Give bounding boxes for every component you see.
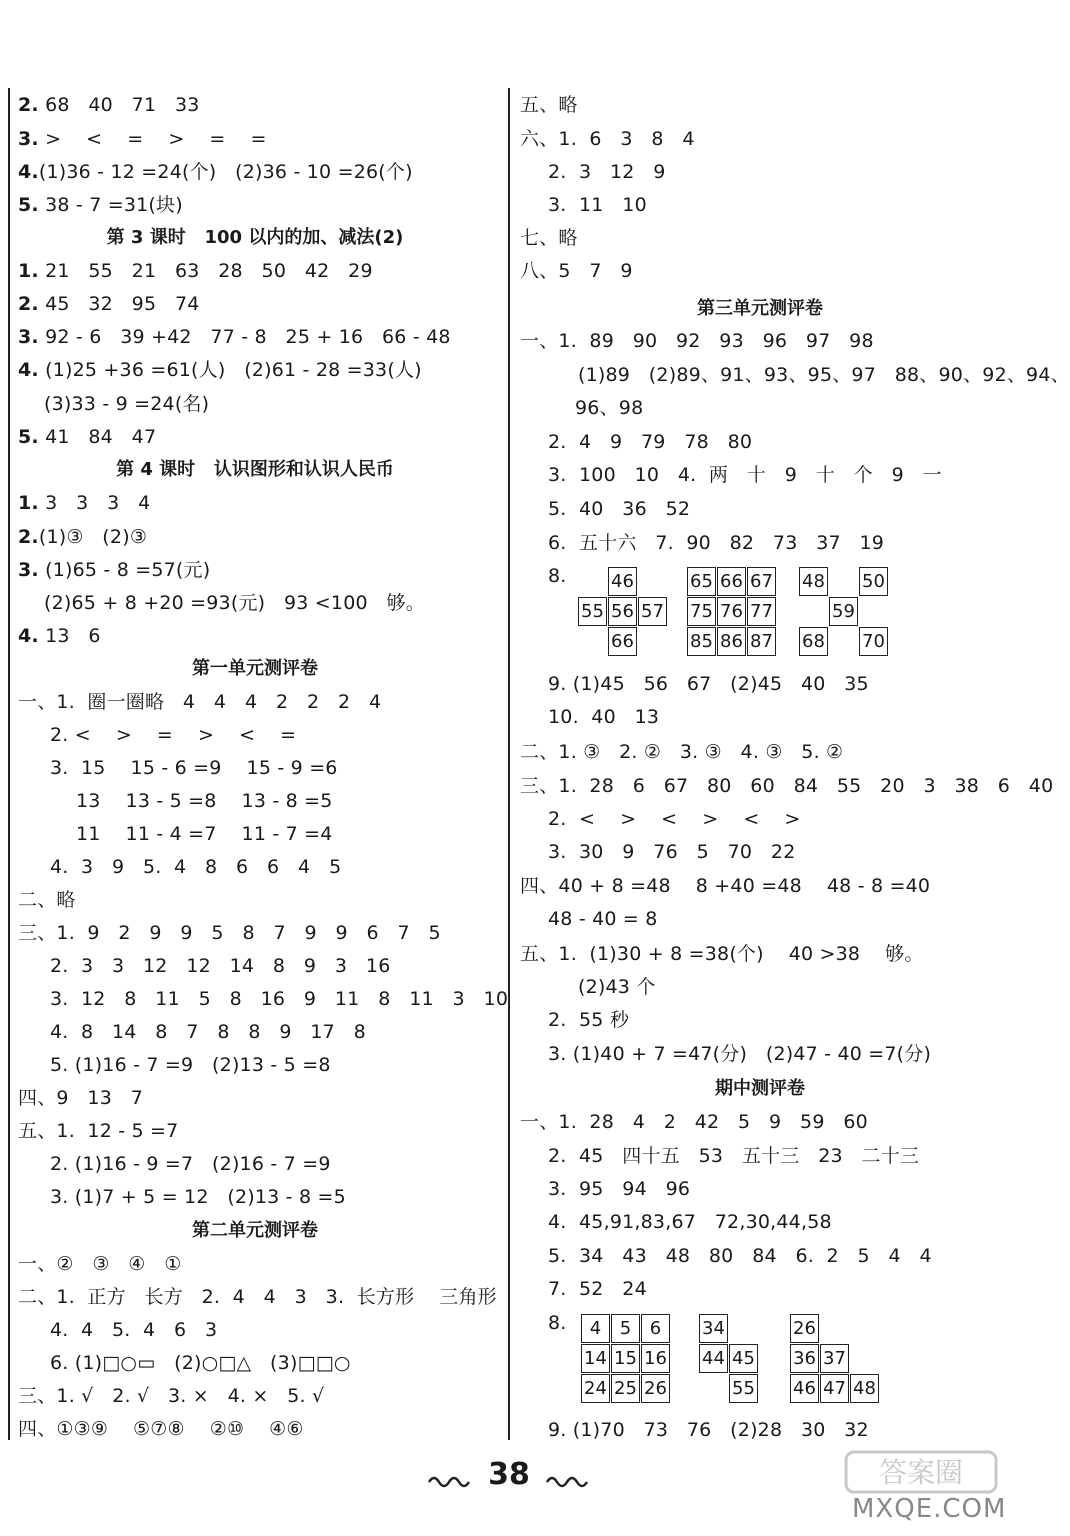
grid-cell: 75 [687, 597, 716, 626]
grid-cell: 68 [799, 627, 828, 656]
answer-line [18, 620, 101, 652]
item-number: 5. [18, 194, 39, 216]
answer-text: 三、1. √ 2. √ 3. × 4. × 5. √ [18, 1385, 325, 1407]
answer-text: 4. 3 9 5. 4 8 6 6 4 5 [50, 856, 342, 878]
answer-line [548, 1273, 647, 1305]
item-number: 3. [18, 326, 39, 348]
answer-line [578, 971, 656, 1003]
answer-text: 13 6 [38, 625, 101, 647]
answer-text: 2. < > < > < > [548, 808, 801, 830]
item-number: 2. [18, 94, 39, 116]
answer-line [18, 1115, 178, 1147]
answer-line [548, 426, 752, 458]
answer-text: 三、1. 28 6 67 80 60 84 55 20 3 38 6 40 [520, 775, 1054, 797]
grid-cell: 6 [641, 1314, 670, 1343]
answer-line [50, 1049, 331, 1081]
answer-text: 四、40 + 8 =48 8 +40 =48 48 - 8 =40 [520, 875, 931, 897]
answer-line [18, 1281, 497, 1313]
grid-cell: 47 [820, 1374, 849, 1403]
answer-line [575, 392, 643, 424]
grid-cell: 5 [611, 1314, 640, 1343]
answer-line [520, 736, 843, 768]
answer-line [18, 421, 156, 453]
answer-line [76, 785, 333, 817]
answer-text: 二、略 [18, 889, 76, 911]
answer-line [548, 1173, 690, 1205]
answer-line [18, 1082, 143, 1114]
answer-line [548, 1307, 567, 1339]
answer-text: (1)89 (2)89、91、93、95、97 88、90、92、94、 [578, 364, 1070, 386]
grid-cell: 16 [641, 1344, 670, 1373]
answer-text: 3. (1)40 + 7 =47(分) (2)47 - 40 =7(分) [548, 1043, 932, 1065]
grid-cell: 44 [699, 1344, 728, 1373]
answer-line [44, 587, 425, 619]
answer-text: (1)36 - 12 =24(个) (2)36 - 10 =26(个) [38, 161, 413, 183]
answer-line [50, 1314, 217, 1346]
answer-line [76, 818, 333, 850]
grid-cell: 4 [581, 1314, 610, 1343]
item-number: 2. [18, 526, 39, 548]
answer-line [548, 459, 942, 491]
answer-line [18, 255, 373, 287]
answer-text: 二、1. ③ 2. ② 3. ③ 4. ③ 5. ② [520, 741, 844, 763]
answer-text: 9. (1)70 73 76 (2)28 30 32 [548, 1419, 869, 1441]
item-number: 2. [18, 293, 39, 315]
answer-line [548, 560, 567, 592]
grid-cell: 26 [790, 1314, 819, 1343]
section-heading: 期中测评卷 [715, 1078, 805, 1099]
grid-cell: 59 [829, 597, 858, 626]
answer-line [44, 388, 209, 420]
answer-line [18, 288, 200, 320]
answer-text: 五、1. (1)30 + 8 =38(个) 40 >38 够。 [520, 943, 924, 965]
answer-text: 8. [548, 1312, 567, 1334]
answer-line [520, 1106, 868, 1138]
grid-cell: 85 [687, 627, 716, 656]
section-heading: 第一单元测评卷 [192, 658, 318, 679]
answer-text: 三、1. 9 2 9 9 5 8 7 9 9 6 7 5 [18, 922, 441, 944]
answer-text: (1)③ (2)③ [38, 526, 148, 548]
answer-text: 一、1. 圈一圈略 4 4 4 2 2 2 4 [18, 691, 382, 713]
answer-line [548, 803, 801, 835]
answer-text: 3. (1)7 + 5 = 12 (2)13 - 8 =5 [50, 1186, 346, 1208]
answer-text: 5. 34 43 48 80 84 6. 2 5 4 4 [548, 1245, 932, 1267]
answer-text: 6. (1)□○▭ (2)○□△ (3)□□○ [50, 1352, 351, 1374]
answer-text: 48 - 40 = 8 [548, 908, 658, 930]
answer-text: 2. 45 四十五 53 五十三 23 二十三 [548, 1145, 920, 1167]
section-heading: 第二单元测评卷 [192, 1220, 318, 1241]
column-divider [508, 88, 510, 1440]
watermark-url: MXQE.COM [852, 1494, 1007, 1524]
answer-text: 4. 8 14 8 7 8 8 9 17 8 [50, 1021, 366, 1043]
answer-line [520, 123, 695, 155]
answer-line [50, 752, 338, 784]
answer-line [50, 1347, 351, 1379]
answer-text: 4. 4 5. 4 6 3 [50, 1319, 218, 1341]
grid-cell: 37 [820, 1344, 849, 1373]
grid-cell: 45 [729, 1344, 758, 1373]
wave-ornament-icon [427, 1473, 473, 1487]
answer-line [18, 554, 210, 586]
answer-text: > < = > = = [38, 128, 267, 150]
answer-text: 5. 40 36 52 [548, 498, 691, 520]
wave-ornament-icon [545, 1473, 591, 1487]
answer-line [548, 189, 647, 221]
grid-cell: 46 [790, 1374, 819, 1403]
answer-line [18, 89, 200, 121]
grid-cell: 65 [687, 567, 716, 596]
answer-text: 9. (1)45 56 67 (2)45 40 35 [548, 673, 869, 695]
answer-text: 2. 3 3 12 12 14 8 9 3 16 [50, 955, 391, 977]
answer-line [548, 1414, 869, 1446]
answer-line [520, 325, 874, 357]
answer-text: (1)65 - 8 =57(元) [38, 559, 211, 581]
answer-line [18, 917, 441, 949]
grid-cell: 24 [581, 1374, 610, 1403]
answer-line [548, 1206, 832, 1238]
answer-line [18, 1413, 304, 1445]
answer-line [548, 701, 659, 733]
answer-text: 一、1. 89 90 92 93 96 97 98 [520, 330, 874, 352]
answer-line [520, 222, 578, 254]
answer-line [18, 521, 147, 553]
answer-line [520, 89, 578, 121]
answer-text: 八、5 7 9 [520, 260, 633, 282]
answer-text: (1)25 +36 =61(人) (2)61 - 28 =33(人) [38, 359, 422, 381]
item-number: 1. [18, 492, 39, 514]
grid-cell: 57 [638, 597, 667, 626]
answer-line [18, 1248, 182, 1280]
answer-line [548, 668, 869, 700]
grid-cell: 66 [717, 567, 746, 596]
answer-text: 七、略 [520, 227, 578, 249]
answer-line [520, 870, 930, 902]
grid-cell: 56 [608, 597, 637, 626]
answer-line [548, 156, 666, 188]
answer-line [18, 686, 381, 718]
item-number: 3. [18, 128, 39, 150]
answer-line [50, 950, 391, 982]
section-heading: 第三单元测评卷 [697, 298, 823, 319]
answer-line [18, 321, 451, 353]
item-number: 5. [18, 426, 39, 448]
grid-cell: 76 [717, 597, 746, 626]
grid-cell: 25 [611, 1374, 640, 1403]
answer-text: 13 13 - 5 =8 13 - 8 =5 [76, 790, 333, 812]
item-number: 4. [18, 359, 39, 381]
answer-line [548, 836, 795, 868]
answer-line [548, 1140, 919, 1172]
answer-text: 38 - 7 =31(块) [38, 194, 183, 216]
answer-line [18, 156, 413, 188]
answer-text: 5. (1)16 - 7 =9 (2)13 - 5 =8 [50, 1054, 331, 1076]
item-number: 4. [18, 625, 39, 647]
answer-text: 41 84 47 [38, 426, 157, 448]
answer-line [18, 487, 150, 519]
answer-line [18, 1380, 324, 1412]
answer-text: (2)43 个 [578, 976, 656, 998]
answer-line [548, 527, 884, 559]
answer-text: (3)33 - 9 =24(名) [44, 393, 210, 415]
answer-line [18, 123, 267, 155]
grid-cell: 55 [578, 597, 607, 626]
grid-cell: 87 [747, 627, 776, 656]
grid-cell: 55 [729, 1374, 758, 1403]
answer-text: 四、①③⑨ ⑤⑦⑧ ②⑩ ④⑥ [18, 1418, 304, 1440]
answer-text: 六、1. 6 3 8 4 [520, 128, 695, 150]
answer-line [520, 938, 924, 970]
grid-cell: 48 [850, 1374, 879, 1403]
section-heading: 第 3 课时 100 以内的加、减法(2) [106, 227, 404, 248]
answer-text: 3. 15 15 - 6 =9 15 - 9 =6 [50, 757, 338, 779]
answer-text: 4. 45,91,83,67 72,30,44,58 [548, 1211, 832, 1233]
grid-cell: 77 [747, 597, 776, 626]
page-number: 38 [488, 1457, 530, 1492]
answer-text: 96、98 [575, 397, 644, 419]
answer-line [50, 983, 508, 1015]
answer-text: 8. [548, 565, 567, 587]
answer-text: 五、1. 12 - 5 =7 [18, 1120, 179, 1142]
answer-text: 11 11 - 4 =7 11 - 7 =4 [76, 823, 333, 845]
answer-line [548, 1240, 932, 1272]
answer-line [520, 255, 633, 287]
grid-cell: 34 [699, 1314, 728, 1343]
answer-text: 一、1. 28 4 2 42 5 9 59 60 [520, 1111, 868, 1133]
answer-text: 68 40 71 33 [38, 94, 200, 116]
answer-text: 7. 52 24 [548, 1278, 647, 1300]
answer-text: 3. 100 10 4. 两 十 9 十 个 9 一 [548, 464, 942, 486]
grid-cell: 15 [611, 1344, 640, 1373]
answer-line [548, 1038, 931, 1070]
answer-line [18, 354, 422, 386]
answer-text: 3. 12 8 11 5 8 16 9 11 8 11 3 10 [50, 988, 509, 1010]
grid-cell: 14 [581, 1344, 610, 1373]
answer-text: 二、1. 正方 长方 2. 4 4 3 3. 长方形 三角形 [18, 1286, 497, 1308]
answer-text: 五、略 [520, 94, 578, 116]
answer-text: 3. 30 9 76 5 70 22 [548, 841, 796, 863]
answer-text: 2. 3 12 9 [548, 161, 666, 183]
grid-cell: 48 [799, 567, 828, 596]
answer-line [520, 770, 1053, 802]
answer-line [50, 851, 341, 883]
item-number: 1. [18, 260, 39, 282]
answer-text: 一、② ③ ④ ① [18, 1253, 182, 1275]
answer-text: 3. 11 10 [548, 194, 647, 216]
grid-cell: 36 [790, 1344, 819, 1373]
grid-cell: 86 [717, 627, 746, 656]
grid-cell: 70 [859, 627, 888, 656]
answer-text: 21 55 21 63 28 50 42 29 [38, 260, 373, 282]
answer-text: 92 - 6 39 +42 77 - 8 25 + 16 66 - 48 [38, 326, 451, 348]
section-heading: 第 4 课时 认识图形和认识人民币 [116, 459, 394, 480]
grid-cell: 46 [608, 567, 637, 596]
grid-cell: 50 [859, 567, 888, 596]
answer-line [18, 884, 76, 916]
answer-text: (2)65 + 8 +20 =93(元) 93 <100 够。 [44, 592, 425, 614]
answer-line [578, 359, 1070, 391]
grid-cell: 67 [747, 567, 776, 596]
svg-text:答案圈: 答案圈 [878, 1456, 964, 1489]
answer-text: 45 32 95 74 [38, 293, 200, 315]
answer-line [50, 719, 296, 751]
answer-text: 10. 40 13 [548, 706, 660, 728]
item-number: 4. [18, 161, 39, 183]
answer-text: 3. 95 94 96 [548, 1178, 691, 1200]
answer-text: 2. 55 秒 [548, 1009, 630, 1031]
answer-text: 6. 五十六 7. 90 82 73 37 19 [548, 532, 885, 554]
answer-line [50, 1181, 346, 1213]
answer-line [50, 1016, 366, 1048]
answer-line [548, 903, 658, 935]
answer-line [50, 1148, 331, 1180]
answer-text: 四、9 13 7 [18, 1087, 143, 1109]
item-number: 3. [18, 559, 39, 581]
answer-text: 3 3 3 4 [38, 492, 151, 514]
answer-text: 2. < > = > < = [50, 724, 297, 746]
answer-line [18, 189, 183, 221]
answer-line [548, 493, 690, 525]
answer-text: 2. 4 9 79 78 80 [548, 431, 753, 453]
grid-cell: 26 [641, 1374, 670, 1403]
answer-text: 2. (1)16 - 9 =7 (2)16 - 7 =9 [50, 1153, 331, 1175]
grid-cell: 66 [608, 627, 637, 656]
answer-line [548, 1004, 629, 1036]
